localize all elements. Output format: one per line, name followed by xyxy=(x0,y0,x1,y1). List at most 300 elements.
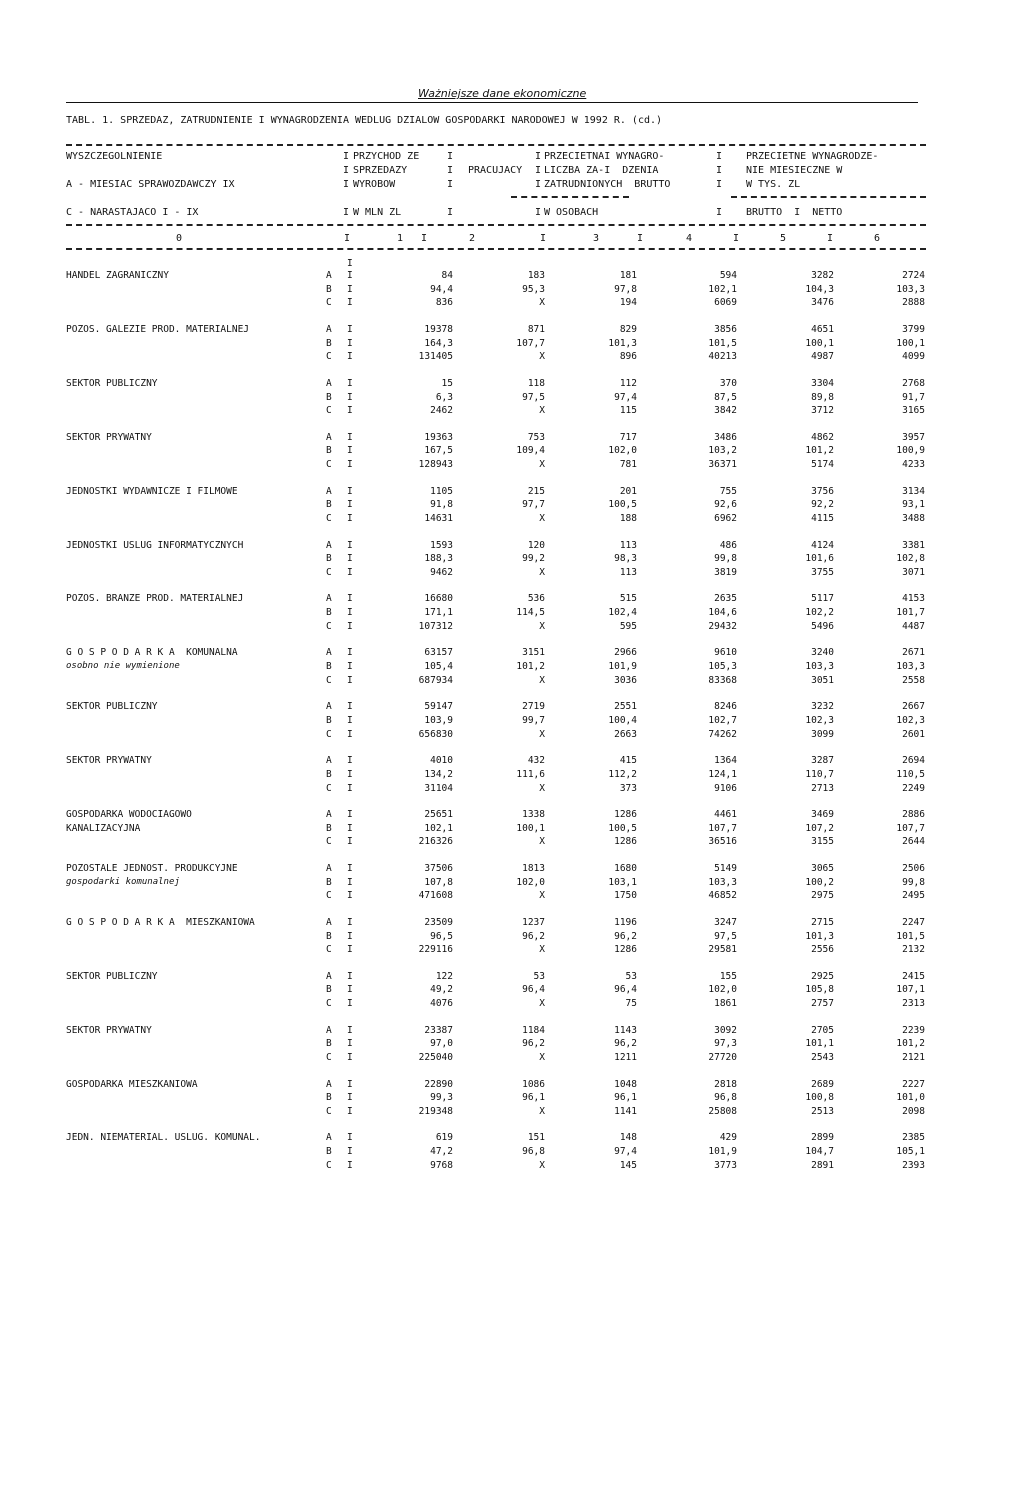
table-cell-col2: X xyxy=(539,1052,545,1063)
table-cell-col4: 594 xyxy=(719,270,737,281)
table-cell-col2: 102,0 xyxy=(516,876,545,888)
row-type-letter: B xyxy=(326,1038,332,1050)
table-cell-col4: 429 xyxy=(719,1132,737,1144)
row-separator: I xyxy=(347,1132,353,1144)
table-cell-col2: 118 xyxy=(527,377,545,389)
table-cell-col6: 2239 xyxy=(902,1024,925,1036)
table-cell-col6: 107,7 xyxy=(896,822,925,834)
table-cell-col3: 103,1 xyxy=(608,876,637,888)
row-type-letter: B xyxy=(326,930,332,942)
row-separator: I xyxy=(347,377,353,389)
column-number-5: 5 xyxy=(780,233,787,244)
table-cell-col1: 99,3 xyxy=(430,1092,453,1104)
row-separator: I xyxy=(347,323,353,335)
row-type-letter: B xyxy=(326,1092,332,1104)
table-cell-col5: 101,2 xyxy=(805,445,834,457)
row-separator: I xyxy=(347,297,353,309)
table-cell-col6: 2724 xyxy=(902,270,925,281)
row-type-letter: C xyxy=(326,674,332,686)
table-cell-col4: 3773 xyxy=(714,1159,737,1171)
column-number-separator: I xyxy=(344,233,351,244)
table-cell-col3: 1680 xyxy=(614,862,637,874)
table-cell-col1: 9768 xyxy=(430,1159,453,1171)
row-type-letter: C xyxy=(326,944,332,956)
table-cell-col2: 536 xyxy=(527,593,545,605)
section-label: SEKTOR PUBLICZNY xyxy=(66,970,158,982)
table-cell-col1: 836 xyxy=(435,297,453,309)
row-type-letter: B xyxy=(326,661,332,672)
table-cell-col4: 107,7 xyxy=(708,822,737,834)
row-separator: I xyxy=(347,566,353,578)
row-separator: I xyxy=(347,431,353,443)
table-cell-col2: 96,1 xyxy=(522,1092,545,1104)
table-cell-col6: 100,1 xyxy=(896,337,925,349)
table-cell-col4: 87,5 xyxy=(714,391,737,403)
table-cell-col3: 3036 xyxy=(614,674,637,686)
table-cell-col5: 2757 xyxy=(811,998,834,1010)
table-cell-col4: 97,5 xyxy=(714,930,737,942)
table-cell-col1: 1593 xyxy=(430,539,453,551)
table-cell-col2: 95,3 xyxy=(522,283,545,295)
table-cell-col5: 100,8 xyxy=(805,1092,834,1104)
table-cell-col1: 131405 xyxy=(418,351,453,363)
column-number-separator: I xyxy=(733,233,740,244)
section-label: SEKTOR PRYWATNY xyxy=(66,1024,152,1036)
table-cell-col2: 97,7 xyxy=(522,499,545,511)
table-cell-col1: 19363 xyxy=(424,431,453,443)
table-cell-col6: 4233 xyxy=(902,459,925,471)
row-separator: I xyxy=(347,1038,353,1050)
header-c4-line-2: W TYS. ZL xyxy=(746,179,801,190)
table-cell-col3: 101,9 xyxy=(608,661,637,672)
column-number-separator: I xyxy=(421,233,428,244)
table-cell-col5: 101,6 xyxy=(805,553,834,565)
table-cell-col4: 2818 xyxy=(714,1078,737,1090)
table-cell-col6: 2121 xyxy=(902,1052,925,1063)
table-cell-col1: 47,2 xyxy=(430,1146,453,1158)
table-cell-col6: 3381 xyxy=(902,539,925,551)
row-separator: I xyxy=(347,661,353,672)
table-cell-col6: 107,1 xyxy=(896,984,925,996)
row-type-letter: C xyxy=(326,620,332,632)
header-c3-line-2: ZATRUDNIONYCH BRUTTO xyxy=(544,179,671,190)
table-cell-col3: 96,2 xyxy=(614,930,637,942)
row-separator: I xyxy=(347,337,353,349)
table-cell-col5: 5496 xyxy=(811,620,834,632)
table-cell-col4: 102,7 xyxy=(708,714,737,726)
row-separator: I xyxy=(347,283,353,295)
table-cell-col1: 188,3 xyxy=(424,553,453,565)
table-cell-col6: 103,3 xyxy=(896,283,925,295)
row-separator: I xyxy=(347,445,353,457)
header-separator: I xyxy=(447,151,454,162)
table-cell-col1: 102,1 xyxy=(424,822,453,834)
table-cell-col2: X xyxy=(539,998,545,1010)
table-cell-col5: 2975 xyxy=(811,890,834,902)
table-cell-col6: 102,8 xyxy=(896,553,925,565)
table-cell-col3: 112 xyxy=(619,377,637,389)
table-cell-col5: 2891 xyxy=(811,1159,834,1171)
table-cell-col3: 97,4 xyxy=(614,1146,637,1158)
row-type-letter: A xyxy=(326,323,332,335)
table-cell-col2: X xyxy=(539,674,545,686)
table-cell-col1: 216326 xyxy=(418,836,453,848)
table-cell-col1: 225040 xyxy=(418,1052,453,1063)
table-cell-col2: 96,2 xyxy=(522,930,545,942)
header-separator: I xyxy=(535,207,542,218)
page-heading: Ważniejsze dane ekonomiczne xyxy=(418,87,587,100)
header-separator: I xyxy=(716,165,723,176)
table-cell-col2: 99,7 xyxy=(522,714,545,726)
row-separator: I xyxy=(347,1092,353,1104)
row-type-letter: A xyxy=(326,485,332,497)
row-separator: I xyxy=(347,258,353,270)
table-cell-col6: 2694 xyxy=(902,755,925,767)
table-cell-col5: 100,1 xyxy=(805,337,834,349)
table-cell-col5: 3712 xyxy=(811,405,834,417)
table-cell-col2: 96,8 xyxy=(522,1146,545,1158)
row-separator: I xyxy=(347,405,353,417)
table-cell-col5: 3287 xyxy=(811,755,834,767)
table-cell-col1: 128943 xyxy=(418,459,453,471)
row-type-letter: B xyxy=(326,822,332,834)
table-cell-col2: 97,5 xyxy=(522,391,545,403)
header-separator: I xyxy=(535,179,542,190)
section-sublabel: KANALIZACYJNA xyxy=(66,822,141,834)
row-separator: I xyxy=(347,836,353,848)
section-label: JEDN. NIEMATERIAL. USLUG. KOMUNAL. xyxy=(66,1132,261,1144)
section-label: SEKTOR PRYWATNY xyxy=(66,431,152,443)
table-cell-col4: 99,8 xyxy=(714,553,737,565)
column-number-3: 3 xyxy=(593,233,600,244)
header-separator: I xyxy=(716,151,723,162)
table-cell-col5: 3155 xyxy=(811,836,834,848)
row-type-letter: B xyxy=(326,337,332,349)
table-cell-col5: 4124 xyxy=(811,539,834,551)
table-cell-col6: 2393 xyxy=(902,1159,925,1171)
column-number-2: 2 xyxy=(469,233,476,244)
table-cell-col3: 896 xyxy=(619,351,637,363)
table-cell-col4: 9610 xyxy=(714,647,737,659)
row-type-letter: A xyxy=(326,755,332,767)
table-cell-col2: X xyxy=(539,513,545,524)
table-cell-col2: 1338 xyxy=(522,809,545,820)
table-cell-col5: 101,1 xyxy=(805,1038,834,1050)
table-cell-col5: 4987 xyxy=(811,351,834,363)
table-cell-col3: 373 xyxy=(619,782,637,794)
table-cell-col4: 9106 xyxy=(714,782,737,794)
table-cell-col3: 75 xyxy=(625,998,637,1010)
rule-top xyxy=(66,144,926,146)
table-cell-col5: 102,2 xyxy=(805,607,834,619)
row-type-letter: A xyxy=(326,1024,332,1036)
table-cell-col4: 4461 xyxy=(714,809,737,820)
table-cell-col1: 105,4 xyxy=(424,661,453,672)
table-cell-col1: 1105 xyxy=(430,485,453,497)
row-type-letter: A xyxy=(326,539,332,551)
table-cell-col3: 415 xyxy=(619,755,637,767)
table-cell-col3: 1143 xyxy=(614,1024,637,1036)
header-c1-line-1: SPRZEDAZY xyxy=(353,165,408,176)
row-type-letter: C xyxy=(326,1105,332,1117)
table-cell-col6: 93,1 xyxy=(902,499,925,511)
table-cell-col6: 4487 xyxy=(902,620,925,632)
table-cell-col3: 98,3 xyxy=(614,553,637,565)
table-cell-col1: 122 xyxy=(435,970,453,982)
row-type-letter: C xyxy=(326,782,332,794)
table-cell-col1: 19378 xyxy=(424,323,453,335)
row-type-letter: B xyxy=(326,1146,332,1158)
table-cell-col4: 6962 xyxy=(714,513,737,524)
table-cell-col4: 3247 xyxy=(714,916,737,928)
row-separator: I xyxy=(347,822,353,834)
row-type-letter: A xyxy=(326,593,332,605)
table-cell-col5: 2925 xyxy=(811,970,834,982)
table-cell-col2: 101,2 xyxy=(516,661,545,672)
row-separator: I xyxy=(347,1159,353,1171)
table-cell-col5: 3051 xyxy=(811,674,834,686)
table-cell-col3: 515 xyxy=(619,593,637,605)
rule-colnums xyxy=(66,248,926,250)
table-cell-col6: 2247 xyxy=(902,916,925,928)
table-cell-col6: 102,3 xyxy=(896,714,925,726)
table-cell-col3: 188 xyxy=(619,513,637,524)
section-label: JEDNOSTKI WYDAWNICZE I FILMOWE xyxy=(66,485,238,497)
table-cell-col4: 74262 xyxy=(708,728,737,740)
table-cell-col5: 3065 xyxy=(811,862,834,874)
table-cell-col5: 5117 xyxy=(811,593,834,605)
table-cell-col3: 145 xyxy=(619,1159,637,1171)
table-cell-col2: X xyxy=(539,620,545,632)
row-type-letter: C xyxy=(326,998,332,1010)
row-type-letter: A xyxy=(326,701,332,713)
table-cell-col5: 3240 xyxy=(811,647,834,659)
section-label: SEKTOR PUBLICZNY xyxy=(66,377,158,389)
header-c1-line-2: WYROBOW xyxy=(353,179,396,190)
table-cell-col6: 101,2 xyxy=(896,1038,925,1050)
row-separator: I xyxy=(347,970,353,982)
table-cell-col1: 229116 xyxy=(418,944,453,956)
table-cell-col3: 781 xyxy=(619,459,637,471)
table-cell-col6: 2495 xyxy=(902,890,925,902)
table-cell-col5: 5174 xyxy=(811,459,834,471)
table-cell-col4: 2635 xyxy=(714,593,737,605)
table-cell-col5: 92,2 xyxy=(811,499,834,511)
row-type-letter: A xyxy=(326,862,332,874)
header-separator: I xyxy=(343,207,350,218)
table-cell-col1: 687934 xyxy=(418,674,453,686)
row-type-letter: B xyxy=(326,553,332,565)
table-cell-col3: 101,3 xyxy=(608,337,637,349)
table-cell-col6: 2671 xyxy=(902,647,925,659)
table-cell-col4: 92,6 xyxy=(714,499,737,511)
column-number-6: 6 xyxy=(874,233,881,244)
table-cell-col4: 3856 xyxy=(714,323,737,335)
table-cell-col3: 2966 xyxy=(614,647,637,659)
row-separator: I xyxy=(347,647,353,659)
table-cell-col1: 2462 xyxy=(430,405,453,417)
table-cell-col6: 3165 xyxy=(902,405,925,417)
table-cell-col1: 37506 xyxy=(424,862,453,874)
rule-header-mid-a xyxy=(511,196,629,198)
table-cell-col5: 2543 xyxy=(811,1052,834,1063)
table-cell-col2: X xyxy=(539,459,545,471)
table-cell-col2: 2719 xyxy=(522,701,545,713)
column-number-1: 1 xyxy=(397,233,404,244)
table-cell-col3: 1750 xyxy=(614,890,637,902)
table-cell-col1: 22890 xyxy=(424,1078,453,1090)
row-separator: I xyxy=(347,593,353,605)
table-cell-col4: 97,3 xyxy=(714,1038,737,1050)
table-cell-col4: 29432 xyxy=(708,620,737,632)
header-c2-line-1: PRACUJACY xyxy=(468,165,523,176)
table-cell-col5: 89,8 xyxy=(811,391,834,403)
table-cell-col4: 1861 xyxy=(714,998,737,1010)
table-cell-col1: 84 xyxy=(441,270,453,281)
row-type-letter: C xyxy=(326,1159,332,1171)
table-cell-col4: 3092 xyxy=(714,1024,737,1036)
table-cell-col3: 113 xyxy=(619,566,637,578)
table-cell-col4: 8246 xyxy=(714,701,737,713)
column-number-4: 4 xyxy=(686,233,693,244)
row-type-letter: C xyxy=(326,890,332,902)
header-separator: I xyxy=(447,207,454,218)
table-cell-col3: 102,0 xyxy=(608,445,637,457)
section-label: POZOS. BRANZE PROD. MATERIALNEJ xyxy=(66,593,244,605)
row-type-letter: C xyxy=(326,513,332,524)
row-separator: I xyxy=(347,391,353,403)
table-cell-col1: 164,3 xyxy=(424,337,453,349)
table-cell-col4: 101,9 xyxy=(708,1146,737,1158)
row-separator: I xyxy=(347,607,353,619)
row-separator: I xyxy=(347,459,353,471)
table-cell-col1: 167,5 xyxy=(424,445,453,457)
table-cell-col2: 753 xyxy=(527,431,545,443)
table-cell-col6: 2132 xyxy=(902,944,925,956)
row-type-letter: C xyxy=(326,459,332,471)
table-cell-col1: 134,2 xyxy=(424,768,453,780)
table-cell-col1: 656830 xyxy=(418,728,453,740)
table-cell-col1: 15 xyxy=(441,377,453,389)
row-separator: I xyxy=(347,674,353,686)
header-separator: I xyxy=(716,207,723,218)
section-label: POZOSTALE JEDNOST. PRODUKCYJNE xyxy=(66,862,238,874)
section-label: JEDNOSTKI USLUG INFORMATYCZNYCH xyxy=(66,539,244,551)
row-separator: I xyxy=(347,1078,353,1090)
table-cell-col4: 3842 xyxy=(714,405,737,417)
table-cell-col5: 4862 xyxy=(811,431,834,443)
table-cell-col4: 25808 xyxy=(708,1105,737,1117)
header-c3-line-1: LICZBA ZA-I DZENIA xyxy=(544,165,659,176)
rule-header-mid-b xyxy=(731,196,926,198)
row-type-letter: A xyxy=(326,270,332,281)
table-cell-col1: 107,8 xyxy=(424,876,453,888)
header-separator: I xyxy=(343,179,350,190)
table-cell-col1: 103,9 xyxy=(424,714,453,726)
table-cell-col6: 110,5 xyxy=(896,768,925,780)
row-type-letter: C xyxy=(326,405,332,417)
table-cell-col4: 101,5 xyxy=(708,337,737,349)
table-cell-col1: 14631 xyxy=(424,513,453,524)
row-separator: I xyxy=(347,768,353,780)
table-cell-col6: 2886 xyxy=(902,809,925,820)
table-cell-col5: 104,3 xyxy=(805,283,834,295)
table-cell-col1: 63157 xyxy=(424,647,453,659)
row-type-letter: B xyxy=(326,714,332,726)
column-number-0: 0 xyxy=(176,233,183,244)
section-label: GOSPODARKA MIESZKANIOWA xyxy=(66,1078,198,1090)
table-cell-col2: X xyxy=(539,566,545,578)
table-cell-col4: 96,8 xyxy=(714,1092,737,1104)
table-cell-col3: 97,4 xyxy=(614,391,637,403)
row-type-letter: B xyxy=(326,499,332,511)
table-cell-col4: 5149 xyxy=(714,862,737,874)
table-cell-col3: 96,2 xyxy=(614,1038,637,1050)
row-separator: I xyxy=(347,499,353,511)
table-cell-col5: 2713 xyxy=(811,782,834,794)
table-cell-col2: 53 xyxy=(533,970,545,982)
table-cell-col4: 83368 xyxy=(708,674,737,686)
row-type-letter: A xyxy=(326,377,332,389)
row-type-letter: C xyxy=(326,351,332,363)
table-cell-col5: 103,3 xyxy=(805,661,834,672)
header-c1-line-0: PRZYCHOD ZE xyxy=(353,151,420,162)
row-type-letter: A xyxy=(326,647,332,659)
row-separator: I xyxy=(347,351,353,363)
section-label: POZOS. GALEZIE PROD. MATERIALNEJ xyxy=(66,323,250,335)
table-cell-col4: 370 xyxy=(719,377,737,389)
table-cell-col6: 3134 xyxy=(902,485,925,497)
table-cell-col3: 829 xyxy=(619,323,637,335)
table-cell-col2: 183 xyxy=(527,270,545,281)
table-cell-col3: 194 xyxy=(619,297,637,309)
row-separator: I xyxy=(347,876,353,888)
row-separator: I xyxy=(347,620,353,632)
header-c4-line-0: PRZECIETNE WYNAGRODZE- xyxy=(746,151,879,162)
table-cell-col2: 99,2 xyxy=(522,553,545,565)
row-type-letter: A xyxy=(326,809,332,820)
rule-header-bottom xyxy=(66,224,926,226)
table-cell-col3: 148 xyxy=(619,1132,637,1144)
table-cell-col2: X xyxy=(539,351,545,363)
table-cell-col2: 96,4 xyxy=(522,984,545,996)
table-cell-col3: 96,4 xyxy=(614,984,637,996)
row-type-letter: C xyxy=(326,566,332,578)
table-cell-col1: 23387 xyxy=(424,1024,453,1036)
table-cell-col2: 107,7 xyxy=(516,337,545,349)
table-cell-col5: 2899 xyxy=(811,1132,834,1144)
table-cell-col2: 1086 xyxy=(522,1078,545,1090)
header-c4-line-4: BRUTTO I NETTO xyxy=(746,207,843,218)
section-label: SEKTOR PUBLICZNY xyxy=(66,701,158,713)
row-separator: I xyxy=(347,944,353,956)
table-cell-col5: 2513 xyxy=(811,1105,834,1117)
row-type-letter: A xyxy=(326,970,332,982)
table-cell-col6: 100,9 xyxy=(896,445,925,457)
section-sublabel: gospodarki komunalnej xyxy=(66,876,180,887)
table-cell-col3: 113 xyxy=(619,539,637,551)
table-cell-col5: 3282 xyxy=(811,270,834,281)
row-type-letter: A xyxy=(326,916,332,928)
table-cell-col5: 3469 xyxy=(811,809,834,820)
table-cell-col5: 101,3 xyxy=(805,930,834,942)
table-cell-col1: 94,4 xyxy=(430,283,453,295)
table-cell-col6: 4099 xyxy=(902,351,925,363)
header-c4-line-1: NIE MIESIECZNE W xyxy=(746,165,843,176)
table-cell-col6: 3071 xyxy=(902,566,925,578)
table-cell-col3: 1048 xyxy=(614,1078,637,1090)
table-cell-col2: 215 xyxy=(527,485,545,497)
